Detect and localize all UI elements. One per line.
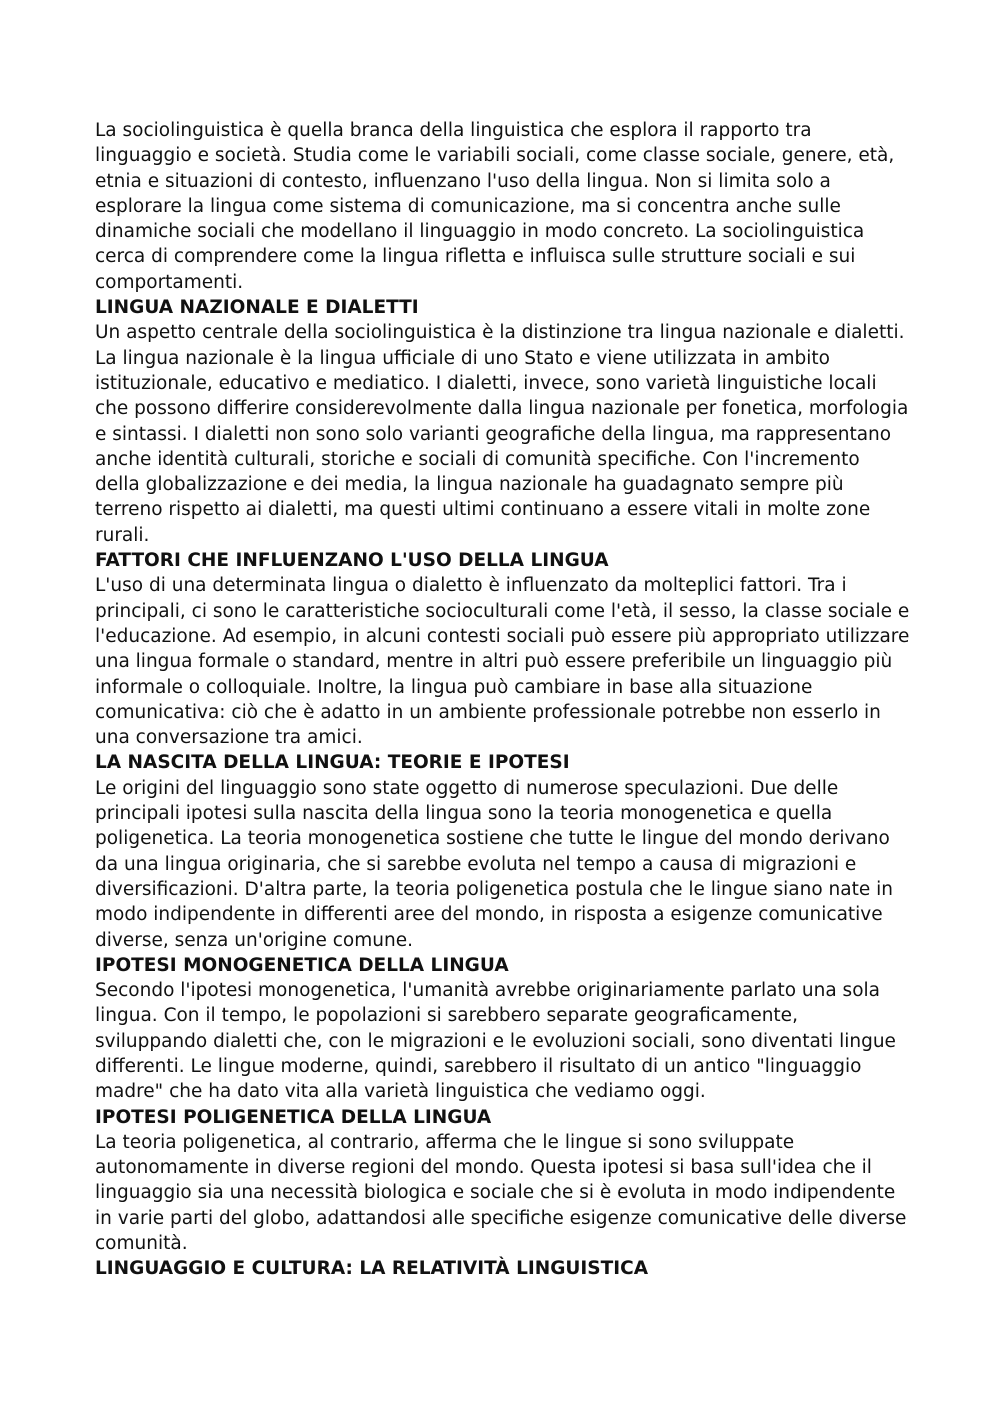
heading-relativita-linguistica: LINGUAGGIO E CULTURA: LA RELATIVITÀ LINGUISTICA (95, 1258, 649, 1280)
heading-ipotesi-monogenetica: IPOTESI MONOGENETICA DELLA LINGUA (95, 954, 509, 976)
heading-fattori: FATTORI CHE INFLUENZANO L'USO DELLA LINGUA (95, 550, 609, 572)
heading-lingua-nazionale: LINGUA NAZIONALE E DIALETTI (95, 297, 419, 319)
document-page (95, 118, 910, 1282)
paragraph-ipotesi-monogenetica: Secondo l'ipotesi monogenetica, l'umanità avrebbe originariamente parlato una sola lingua. Con il tempo, le popolazioni si sarebbero separate geograficamente, sviluppando dialetti che, con le migrazioni e le evoluzioni sociali, sono diventati lingue differenti. Le lingue moderne, quindi, sarebbero il risultato di un antico "linguaggio madre" che ha dato vita alla varietà linguistica che vediamo oggi. (95, 980, 896, 1103)
paragraph-ipotesi-poligenetica: La teoria poligenetica, al contrario, afferma che le lingue si sono sviluppate autonomamente in diverse regioni del mondo. Questa ipotesi si basa sull'idea che il linguaggio sia una necessità biologica e sociale che si è evoluta in modo indipendente in varie parti del globo, adattandosi alle specifiche esigenze comunicative delle diverse comunità. (95, 1131, 907, 1255)
paragraph-lingua-nazionale: Un aspetto centrale della sociolinguistica è la distinzione tra lingua nazionale e dialetti. La lingua nazionale è la lingua ufficiale di uno Stato e viene utilizzata in ambito istituzionale, educativo e mediatico. I dialetti, invece, sono varietà linguistiche locali che possono differire considerevolmente dalla lingua nazionale per fonetica, morfologia e sintassi. I dialetti non sono solo varianti geografiche della lingua, ma rappresentano anche identità culturali, storiche e sociali di comunità specifiche. Con l'incremento della globalizzazione e dei media, la lingua nazionale ha guadagnato sempre più terreno rispetto ai dialetti, ma questi ultimi continuano a essere vitali in molte zone rurali. (95, 322, 909, 546)
paragraph-nascita-lingua: Le origini del linguaggio sono state oggetto di numerose speculazioni. Due delle principali ipotesi sulla nascita della lingua sono la teoria monogenetica e quella poligenetica. La teoria monogenetica sostiene che tutte le lingue del mondo derivano da una lingua originaria, che si sarebbe evoluta nel tempo a causa di migrazioni e diversificazioni. D'altra parte, la teoria poligenetica postula che le lingue siano nate in modo indipendente in differenti aree del mondo, in risposta a esigenze comunicative diverse, senza un'origine comune. (95, 777, 893, 951)
intro-paragraph: La sociolinguistica è quella branca della linguistica che esplora il rapporto tra linguaggio e società. Studia come le variabili sociali, come classe sociale, genere, età, etnia e situazioni di contesto, influenzano l'uso della lingua. Non si limita solo a esplorare la lingua come sistema di comunicazione, ma si concentra anche sulle dinamiche sociali che modellano il linguaggio in modo concreto. La sociolinguistica cerca di comprendere come la lingua rifletta e influisca sulle strutture sociali e sui comportamenti. (95, 120, 895, 293)
paragraph-fattori: L'uso di una determinata lingua o dialetto è influenzato da molteplici fattori. Tra i principali, ci sono le caratteristiche socioculturali come l'età, il sesso, la classe sociale e l'educazione. Ad esempio, in alcuni contesti sociali può essere più appropriato utilizzare una lingua formale o standard, mentre in altri può essere preferibile un linguaggio più informale o colloquiale. Inoltre, la lingua può cambiare in base alla situazione comunicativa: ciò che è adatto in un ambiente professionale potrebbe non esserlo in una conversazione tra amici. (95, 575, 910, 749)
heading-ipotesi-poligenetica: IPOTESI POLIGENETICA DELLA LINGUA (95, 1106, 492, 1128)
heading-nascita-lingua: LA NASCITA DELLA LINGUA: TEORIE E IPOTESI (95, 752, 570, 774)
